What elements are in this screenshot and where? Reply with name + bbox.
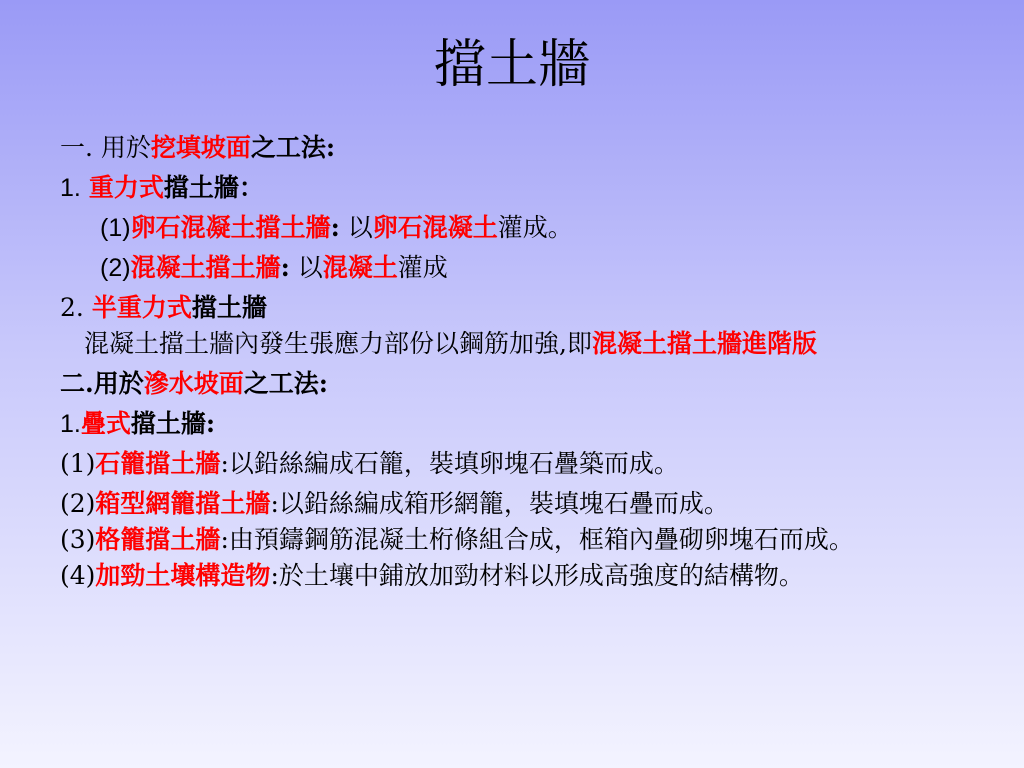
sub-text: :以鉛絲編成箱形網籠，裝填塊石疊而成。: [270, 489, 729, 518]
item-highlight: 疊式: [80, 409, 131, 438]
item-highlight: 半重力式: [91, 293, 192, 322]
sub-highlight-2: 卵石混凝土: [372, 213, 498, 242]
list-item-gravity-wall: [60, 168, 980, 208]
sub-highlight: 箱型網籠擋土牆: [95, 489, 271, 518]
sub-item-cobble-concrete-wall: [60, 208, 980, 248]
sub-number: (2): [100, 254, 131, 282]
section-heading-2: [60, 364, 980, 404]
sub-highlight: 混凝土擋土牆: [130, 253, 281, 282]
sub-number: (2): [60, 489, 96, 518]
sub-text-2: 灌成。: [497, 213, 573, 242]
sub-number: (3): [60, 525, 96, 554]
item-number: 1.: [60, 174, 81, 202]
semi-gravity-description: [60, 328, 996, 360]
list-item-semi-gravity-wall: [60, 288, 980, 328]
sub-item-crib-wall: [60, 524, 980, 556]
item-suffix: 擋土牆：: [163, 173, 264, 202]
sub-text-2: 灌成: [397, 253, 448, 282]
heading-prefix: 二.用於: [60, 369, 144, 398]
sub-text: :於土壤中鋪放加勁材料以形成高強度的結構物。: [270, 561, 804, 590]
item-highlight: 重力式: [88, 173, 164, 202]
slide-body: [60, 128, 980, 596]
sub-highlight: 卵石混凝土擋土牆: [130, 213, 331, 242]
sub-colon: :: [280, 253, 290, 282]
sub-item-concrete-wall: [60, 248, 980, 288]
sub-text: :以鉛絲編成石籠，裝填卵塊石疊築而成。: [220, 449, 679, 478]
sub-highlight-2: 混凝土: [322, 253, 398, 282]
sub-highlight: 格籠擋土牆: [95, 525, 221, 554]
slide-title: 擋土牆: [433, 35, 590, 95]
sub-text: :由預鑄鋼筋混凝土桁條組合成，框箱內疊砌卵塊石而成。: [220, 525, 854, 554]
heading-suffix: 之工法:: [250, 133, 336, 162]
sub-item-box-gabion-wall: [60, 484, 980, 524]
item-number: 2.: [60, 293, 84, 322]
sub-highlight: 石籠擋土牆: [95, 449, 221, 478]
list-item-stacked-wall: [60, 404, 980, 444]
sub-colon: :: [330, 213, 340, 242]
desc-text: 混凝土擋土牆內發生張應力部份以鋼筋加強,即: [84, 329, 592, 358]
sub-item-reinforced-soil: [60, 560, 980, 592]
heading-prefix: 一. 用於: [60, 133, 151, 162]
item-suffix: 擋土牆:: [130, 409, 216, 438]
sub-highlight: 加勁土壤構造物: [95, 561, 271, 590]
heading-suffix: 之工法:: [243, 369, 328, 398]
desc-highlight: 混凝土擋土牆進階版: [591, 329, 817, 358]
item-suffix: 擋土牆: [191, 293, 267, 322]
sub-item-gabion-wall: [60, 444, 980, 484]
item-number: 1.: [60, 410, 81, 438]
heading-highlight: 挖填坡面: [150, 133, 251, 162]
sub-text: 以: [289, 253, 323, 282]
section-heading-1: [60, 128, 980, 168]
sub-number: (4): [60, 561, 96, 590]
sub-text: 以: [339, 213, 373, 242]
sub-number: (1): [60, 449, 96, 478]
heading-highlight: 滲水坡面: [143, 369, 244, 398]
sub-number: (1): [100, 214, 131, 242]
